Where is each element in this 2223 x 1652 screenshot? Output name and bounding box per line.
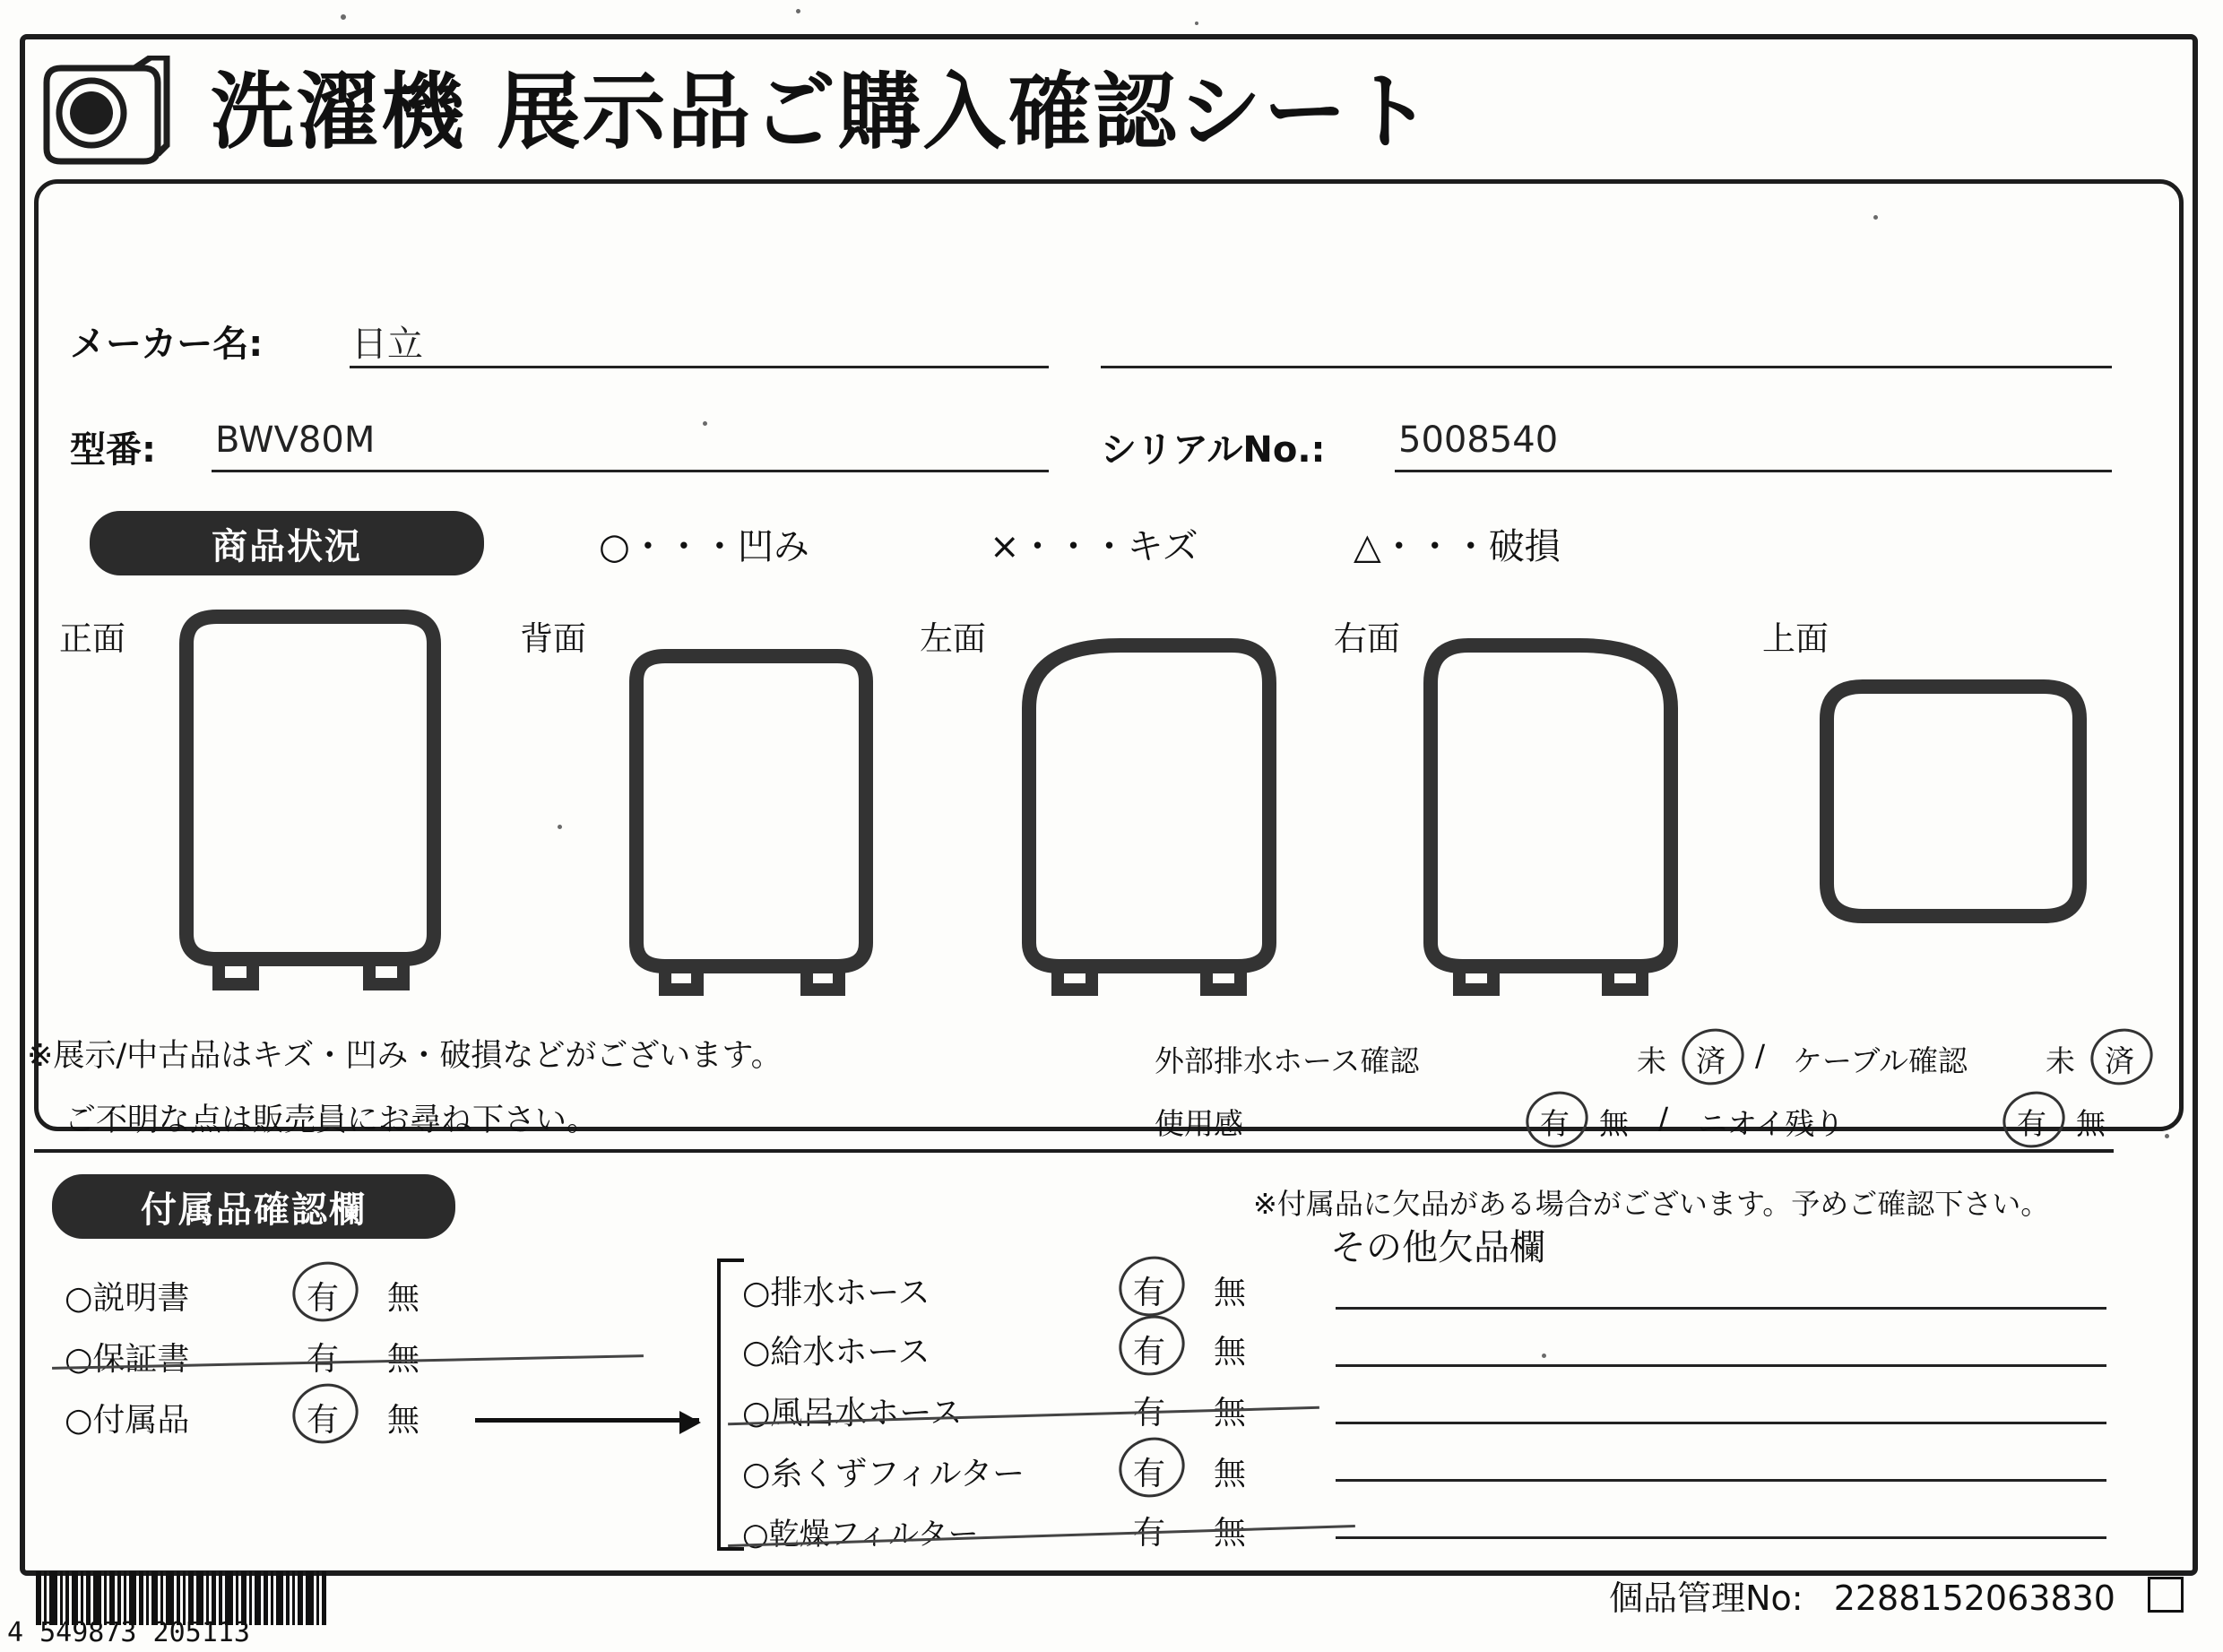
check-drain-hose-label: 外部排水ホース確認 bbox=[1155, 1043, 1420, 1078]
face-label-top: 上面 bbox=[1762, 619, 1829, 658]
page-title: 洗濯機 展示品ご購入確認シート bbox=[211, 64, 1434, 160]
accessory-dry-filter-option-yes: 有 bbox=[1133, 1515, 1166, 1552]
model-rule bbox=[212, 470, 1049, 472]
accessory-manual-label bbox=[65, 1273, 189, 1319]
legend-damage-text: ・・・破損 bbox=[1380, 526, 1561, 567]
model-value: BWV80M bbox=[215, 419, 376, 461]
legend-scratch-symbol: × bbox=[990, 526, 1020, 567]
accessory-warranty-label bbox=[65, 1334, 189, 1380]
check-cable-option-done: 済 bbox=[2105, 1043, 2134, 1078]
missing-line-5 bbox=[1336, 1536, 2106, 1539]
accessory-bath-hose-text: 風呂水ホース bbox=[770, 1395, 963, 1431]
accessory-dry-filter-mark: ○ bbox=[742, 1517, 769, 1553]
management-number bbox=[1609, 1570, 2115, 1620]
accessory-warranty-text: 保証書 bbox=[92, 1341, 190, 1378]
legend-scratch-text: ・・・キズ bbox=[1019, 526, 1198, 567]
accessory-bath-hose-option-yes: 有 bbox=[1133, 1395, 1166, 1431]
accessory-included-label bbox=[65, 1395, 189, 1440]
accessory-dry-filter-label bbox=[742, 1509, 979, 1553]
check-odor-option-no: 無 bbox=[2076, 1106, 2106, 1141]
accessory-lint-filter-mark: ○ bbox=[742, 1456, 771, 1492]
legend-scratch bbox=[990, 518, 1198, 569]
accessory-supply-hose-option-yes: 有 bbox=[1133, 1334, 1166, 1371]
accessory-supply-hose-text: 給水ホース bbox=[770, 1334, 930, 1371]
accessory-drain-hose-text: 排水ホース bbox=[770, 1275, 930, 1311]
accessory-drain-hose-label bbox=[742, 1267, 930, 1313]
missing-items-title: その他欠品欄 bbox=[1330, 1227, 1545, 1268]
check-usage-label: 使用感 bbox=[1155, 1106, 1243, 1141]
speck bbox=[1195, 22, 1198, 25]
machine-diagram-back bbox=[618, 644, 884, 1002]
section-divider bbox=[34, 1149, 2114, 1153]
serial-label: シリアルNo.: bbox=[1101, 429, 1326, 471]
missing-line-4 bbox=[1336, 1479, 2106, 1482]
accessory-dry-filter-option-no: 無 bbox=[1214, 1515, 1247, 1552]
maker-rule bbox=[350, 366, 1049, 368]
check-cable-label: ケーブル確認 bbox=[1793, 1043, 1968, 1078]
condition-pill bbox=[90, 511, 484, 575]
accessory-manual-text: 説明書 bbox=[92, 1280, 190, 1317]
serial-rule bbox=[1395, 470, 2112, 472]
check-usage-option-no: 無 bbox=[1599, 1106, 1629, 1141]
speck bbox=[341, 14, 346, 20]
management-number-value: 2288152063830 bbox=[1833, 1578, 2115, 1618]
accessory-included-option-no: 無 bbox=[387, 1402, 420, 1439]
face-label-back: 背面 bbox=[520, 619, 586, 658]
legend-dent bbox=[599, 518, 809, 569]
accessory-warranty-option-no: 無 bbox=[387, 1341, 420, 1378]
accessory-bath-hose-label bbox=[742, 1388, 963, 1433]
note-line-2: ご不明な点は販売員にお尋ね下さい。 bbox=[65, 1103, 599, 1138]
accessory-manual-option-no: 無 bbox=[387, 1280, 420, 1317]
missing-line-2 bbox=[1336, 1364, 2106, 1367]
serial-value: 5008540 bbox=[1398, 419, 1559, 461]
accessory-lint-filter-option-no: 無 bbox=[1214, 1456, 1247, 1492]
machine-diagram-right bbox=[1414, 631, 1689, 1002]
accessory-manual-option-yes: 有 bbox=[307, 1280, 340, 1317]
accessory-bath-hose-option-no: 無 bbox=[1214, 1395, 1247, 1431]
accessory-included-text: 付属品 bbox=[92, 1402, 190, 1439]
accessory-supply-hose-option-no: 無 bbox=[1214, 1334, 1247, 1371]
face-label-front: 正面 bbox=[59, 619, 125, 658]
machine-diagram-top bbox=[1809, 672, 2098, 932]
management-number-label: 個品管理No: bbox=[1609, 1578, 1803, 1618]
face-label-left: 左面 bbox=[920, 619, 986, 658]
speck bbox=[796, 9, 800, 13]
legend-damage-symbol: △ bbox=[1354, 526, 1381, 567]
check-sep-1: / bbox=[1755, 1038, 1766, 1073]
top-right-rule bbox=[1101, 366, 2112, 368]
accessory-warranty-option-yes: 有 bbox=[307, 1341, 340, 1378]
model-label: 型番: bbox=[70, 429, 156, 471]
check-drain-hose-option-done: 済 bbox=[1696, 1043, 1726, 1078]
accessories-pill-label: 付属品確認欄 bbox=[141, 1189, 367, 1231]
check-drain-hose-option-un: 未 bbox=[1637, 1043, 1666, 1078]
missing-line-1 bbox=[1336, 1307, 2106, 1310]
machine-diagram-front bbox=[167, 604, 454, 999]
legend-dent-symbol: ○ bbox=[599, 526, 630, 567]
face-label-right: 右面 bbox=[1334, 619, 1400, 658]
accessory-drain-hose-option-no: 無 bbox=[1214, 1275, 1247, 1311]
machine-diagram-left bbox=[1013, 631, 1287, 1002]
accessory-included-option-yes: 有 bbox=[307, 1402, 340, 1439]
maker-value: 日立 bbox=[351, 324, 423, 365]
check-cable-option-un: 未 bbox=[2046, 1043, 2075, 1078]
legend-dent-text: ・・・凹み bbox=[629, 526, 809, 567]
title-row bbox=[36, 47, 2187, 181]
accessory-lint-filter-text: 糸くずフィルター bbox=[770, 1456, 1025, 1492]
accessory-supply-hose-mark: ○ bbox=[742, 1334, 771, 1371]
accessory-manual-mark: ○ bbox=[65, 1280, 93, 1317]
condition-pill-label: 商品状況 bbox=[212, 525, 362, 567]
accessory-included-mark: ○ bbox=[65, 1402, 93, 1439]
accessory-lint-filter-label bbox=[742, 1449, 1025, 1494]
accessory-lint-filter-option-yes: 有 bbox=[1133, 1456, 1166, 1492]
accessory-bath-hose-mark: ○ bbox=[742, 1395, 771, 1431]
check-usage-option-yes: 有 bbox=[1540, 1106, 1570, 1141]
management-checkbox[interactable] bbox=[2148, 1577, 2184, 1613]
check-sep-2: / bbox=[1658, 1101, 1669, 1136]
accessories-pill bbox=[52, 1174, 455, 1239]
check-odor-label: ニオイ残り bbox=[1698, 1106, 1845, 1141]
barcode-number: 4 549873 205113 bbox=[7, 1617, 250, 1648]
accessory-arrow bbox=[475, 1418, 699, 1423]
accessory-warranty-mark: ○ bbox=[65, 1341, 93, 1378]
note-line-1: ※展示/中古品はキズ・凹み・破損などがございます。 bbox=[27, 1038, 783, 1074]
accessory-dry-filter-text: 乾燥フィルター bbox=[768, 1517, 979, 1553]
legend-damage bbox=[1354, 518, 1561, 569]
accessory-drain-hose-mark: ○ bbox=[742, 1275, 771, 1311]
accessory-supply-hose-label bbox=[742, 1327, 930, 1372]
accessory-drain-hose-option-yes: 有 bbox=[1133, 1275, 1166, 1311]
washing-machine-icon bbox=[36, 56, 170, 172]
check-odor-option-yes: 有 bbox=[2017, 1106, 2046, 1141]
accessory-bracket bbox=[717, 1258, 744, 1551]
maker-label: メーカー名: bbox=[70, 324, 264, 365]
accessories-warning: ※付属品に欠品がある場合がございます。予めご確認下さい。 bbox=[1253, 1187, 2050, 1221]
missing-line-3 bbox=[1336, 1422, 2106, 1424]
